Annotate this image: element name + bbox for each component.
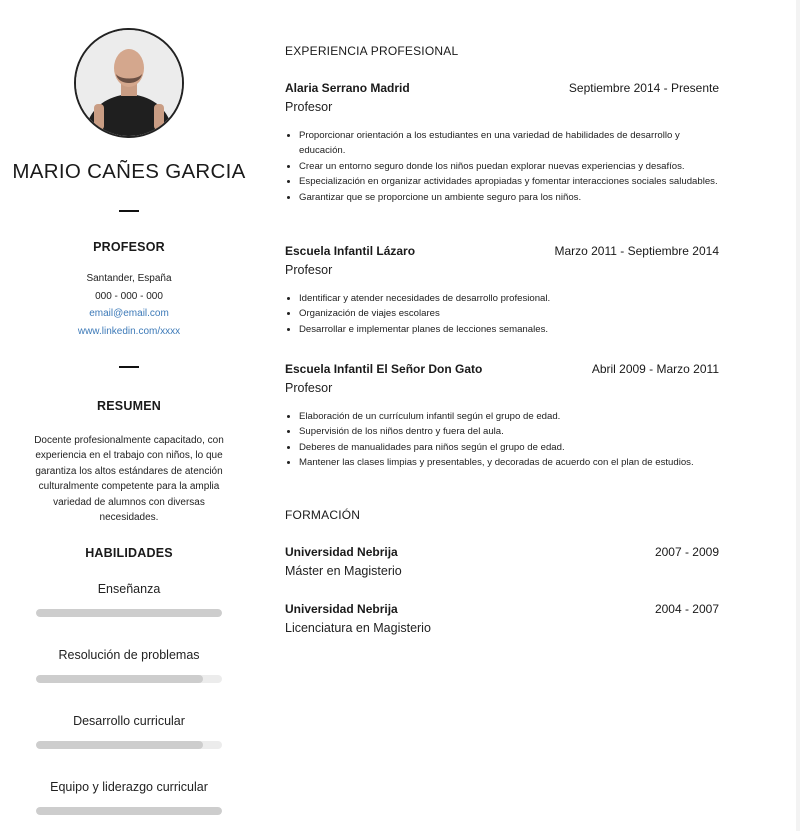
summary-heading: RESUMEN: [97, 399, 161, 413]
candidate-name: MARIO CAÑES GARCIA: [12, 160, 246, 183]
list-item: • Crear un entorno seguro donde los niños puedan explorar nuevas experiencias y desafíos.: [299, 159, 719, 174]
skills-heading: HABILIDADES: [85, 546, 173, 560]
skill-label: Enseñanza: [97, 582, 161, 596]
list-item: • Proporcionar orientación a los estudiantes en una variedad de habilidades de desarrollo y educación.: [299, 128, 719, 159]
job-company: Alaria Serrano Madrid: [285, 81, 410, 95]
experience-heading: EXPERIENCIA PROFESIONAL: [285, 44, 459, 58]
skill-label: Desarrollo curricular: [73, 714, 185, 728]
education-degree: Licenciatura en Magisterio: [285, 621, 431, 635]
linkedin-link[interactable]: www.linkedin.com/xxxx: [77, 326, 181, 337]
job-dates: Abril 2009 - Marzo 2011: [591, 362, 719, 376]
profile-photo: [74, 28, 184, 138]
education-dates: 2007 - 2009: [654, 545, 719, 559]
job-duties: [285, 128, 719, 205]
summary-text: Docente profesionalmente capacitado, con experiencia en el trabajo con niños, lo que garantiza los altos estándares de atención culturalmente competente para la amplia variedad de alumnos con diversas necesidades.: [34, 435, 224, 524]
list-item: • Organización de viajes escolares: [299, 306, 719, 321]
education-school: Universidad Nebrija: [285, 545, 398, 559]
job-dates: Marzo 2011 - Septiembre 2014: [554, 244, 719, 258]
divider: [119, 366, 139, 368]
list-item: • Garantizar que se proporcione un ambiente seguro para los niños.: [299, 190, 719, 205]
job-duties: [285, 291, 719, 337]
list-item: • Elaboración de un currículum infantil según el grupo de edad.: [299, 409, 719, 424]
job-title: PROFESOR: [93, 240, 165, 254]
job-role: Profesor: [285, 100, 333, 114]
job-role: Profesor: [285, 381, 333, 395]
list-item: • Deberes de manualidades para niños según el grupo de edad.: [299, 440, 719, 455]
skill-bar: [36, 807, 222, 815]
education-heading: FORMACIÓN: [285, 508, 361, 522]
sidebar: [0, 0, 258, 831]
email-link[interactable]: email@email.com: [89, 308, 169, 319]
divider: [119, 210, 139, 212]
education-degree: Máster en Magisterio: [285, 564, 402, 578]
education-entry: [285, 545, 719, 578]
list-item: • Supervisión de los niños dentro y fuera del aula.: [299, 424, 719, 439]
job-entry: [285, 362, 719, 471]
person-photo-icon: [76, 30, 182, 136]
list-item: • Identificar y atender necesidades de desarrollo profesional.: [299, 291, 719, 306]
job-entry: [285, 81, 719, 205]
job-entry: [285, 244, 719, 337]
job-dates: Septiembre 2014 - Presente: [568, 81, 719, 95]
skill-bar-fill: [36, 675, 203, 683]
skill-label: Equipo y liderazgo curricular: [50, 780, 208, 794]
job-role: Profesor: [285, 263, 333, 277]
skill-bar: [36, 609, 222, 617]
education-school: Universidad Nebrija: [285, 602, 398, 616]
skill-label: Resolución de problemas: [58, 648, 200, 662]
location-text: Santander, España: [86, 273, 172, 284]
skill-bar-fill: [36, 807, 222, 815]
education-entry: [285, 602, 719, 635]
education-dates: 2004 - 2007: [654, 602, 719, 616]
job-company: Escuela Infantil El Señor Don Gato: [285, 362, 483, 376]
phone-text: 000 - 000 - 000: [95, 291, 163, 302]
skill-bar: [36, 675, 222, 683]
skill-bar-fill: [36, 609, 222, 617]
list-item: • Mantener las clases limpias y presentables, y decoradas de acuerdo con el plan de estudios.: [299, 455, 719, 470]
skill-bar-fill: [36, 741, 203, 749]
job-company: Escuela Infantil Lázaro: [285, 244, 416, 258]
skill-bar: [36, 741, 222, 749]
list-item: • Especialización en organizar actividades apropiadas y fomentar interacciones sociales saludables.: [299, 174, 719, 189]
list-item: • Desarrollar e implementar planes de lecciones semanales.: [299, 322, 719, 337]
job-duties: [285, 409, 719, 471]
